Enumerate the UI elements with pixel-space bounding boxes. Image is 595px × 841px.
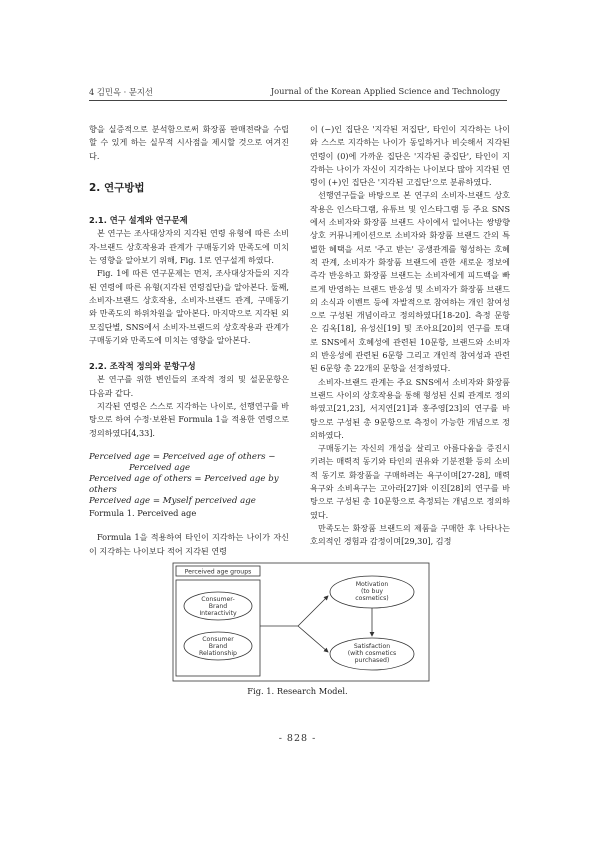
paragraph: Formula 1을 적용하여 타인이 지각하는 나이가 자신이 지각하는 나이보다 적어 지각된 연령 <box>89 532 289 556</box>
subsection-title: 2.1. 연구 설계와 연구문제 <box>89 215 188 226</box>
node-label: Relationship <box>199 650 237 657</box>
paragraph: 구매동기는 자신의 개성을 살리고 아름다움을 증진시키려는 매력적 동기와 타인의 권유와 기분전환 등의 소비적 동기로 화장품을 구매하려는 욕구이며[27-28], 매력욕구와 소비욕구는 고아라[27]와 이진[28]의 연구를 바탕으로 구성된 총 10문항으로 측정되는 개념으로 정의하였다. <box>310 443 510 520</box>
formula-line: Perceived age of others = Perceived age by others <box>89 473 279 495</box>
paragraph: 향을 실증적으로 분석함으로써 화장품 판매전략을 수립할 수 있게 하는 실무적 시사점을 제시할 것으로 여겨진다. <box>89 124 289 161</box>
right-column <box>310 123 510 549</box>
paragraph: Fig. 1에 따른 연구문제는 먼저, 조사대상자들의 지각된 연령에 따른 유형(지각된 연령집단)을 알아본다. 둘째, 소비자-브랜드 상호작용, 소비자-브랜드 관계, 구매동기와 만족도의 하위차원을 알아본다. 마지막으로 지각된 외모집단별, SNS에서 소비자-브랜드의 상호작용과 관계가 구매동기와 만족도에 미치는 영향을 알아본다. <box>89 268 289 345</box>
subsection-title: 2.2. 조작적 정의와 문항구성 <box>89 361 196 372</box>
node-label: Consumer <box>202 636 234 643</box>
group-label: Perceived age groups <box>184 568 252 576</box>
left-column <box>89 123 289 558</box>
paragraph: 선행연구들을 바탕으로 본 연구의 소비자-브랜드 상호작용은 인스타그램, 유튜브 및 인스타그램 등 주요 SNS에서 소비자와 화장품 브랜드 사이에서 일어나는 쌍방향 상호 커뮤니케이션으로 소비자와 화장품 브랜드 간의 특별한 혜택을 서로 '주고 받는' 공생관계를 형성하는 호혜적 관계, 소비자가 화장품 브랜드에 관한 새로운 정보에 즉각 반응하고 화장품 브랜드는 소비자에게 피드백을 빠르게 반영하는 브랜드 반응성 및 소비자가 화장품 브랜드의 소식과 이벤트 등에 자발적으로 참여하는 개인 참여성으로 구성된 개념이라고 정의하였다[18-20]. 측정 문항은 김옥[18], 유성신[19] 및 조아요[20]의 연구를 토대로 SNS에서 호혜성에 관련된 10문항, 브랜드와 소비자의 반응성에 관련된 6문항 그리고 개인적 참여성과 관련된 6문항 총 22개의 문항을 선정하였다. <box>310 190 510 374</box>
paragraph: 만족도는 화장품 브랜드의 제품을 구매한 후 나타나는 호의적인 경험과 감정이며[29,30], 김정 <box>310 522 510 547</box>
paragraph: 지각된 연령은 스스로 지각하는 나이로, 선행연구를 바탕으로 하여 수정·보완된 Formula 1을 적용한 연령으로 정의하였다[4,33]. <box>89 401 289 438</box>
node-label: Motivation <box>355 581 389 588</box>
page-number: - 828 - <box>278 733 317 744</box>
running-header-journal: Journal of the Korean Applied Science and Technology <box>270 86 500 96</box>
formula-block <box>89 452 289 507</box>
arrow-to-satisfaction <box>298 626 328 652</box>
node-label: (with cosmetics <box>347 650 397 657</box>
node-label: (to buy <box>360 588 384 595</box>
node-label: cosmetics) <box>355 595 389 602</box>
paragraph: 본 연구는 조사대상자의 지각된 연령 유형에 따른 소비자-브랜드 상호작용과 관계가 구매동기와 만족도에 미치는 영향을 알아보기 위해, Fig. 1로 연구설계 하였다. <box>89 228 289 266</box>
node-label: Brand <box>208 603 228 610</box>
node-label: Consumer- <box>201 596 235 603</box>
figure-frame <box>173 563 429 681</box>
paragraph: 본 연구를 위한 변인들의 조작적 정의 및 설문문항은 다음과 같다. <box>89 374 289 398</box>
running-header-authors: 4 김민옥 · 문지선 <box>89 87 153 97</box>
arrow-to-motivation <box>298 596 328 626</box>
formula-caption: Formula 1. Perceived age <box>89 507 197 518</box>
node-label: Interactivity <box>199 610 237 617</box>
formula-line: Perceived age <box>129 462 191 473</box>
header-rule <box>89 100 507 101</box>
paragraph: 이 (−)인 집단은 '지각된 저집단', 타인이 지각하는 나이와 스스로 지각하는 나이가 동일하거나 비슷해서 지각된 연령이 (0)에 가까운 집단은 '지각된 중집단', 타인이 지각하는 나이가 자신이 지각하는 나이보다 많아 지각된 연령이 (+)인 집단은 '지각된 고집단'으로 분류하였다. <box>310 124 510 188</box>
formula-line: Perceived age = Perceived age of others − <box>89 451 276 462</box>
research-model-figure <box>172 562 430 682</box>
section-title: 2. 연구방법 <box>89 181 145 194</box>
node-label: purchased) <box>354 657 390 664</box>
node-label: Brand <box>208 643 228 650</box>
paragraph: 소비자-브랜드 관계는 주요 SNS에서 소비자와 화장품 브랜드 사이의 상호작용을 통해 형성된 신뢰 관계로 정의하였고[21,23], 서지연[21]과 홍주영[23]의 연구를 바탕으로 구성된 총 9문항으로 측정이 가능한 개념으로 정의하였다. <box>310 376 510 440</box>
node-label: Satisfaction <box>353 643 391 650</box>
group-region <box>176 580 260 676</box>
formula-line: Perceived age = Myself perceived age <box>89 495 256 506</box>
figure-caption: Fig. 1. Research Model. <box>247 686 348 696</box>
